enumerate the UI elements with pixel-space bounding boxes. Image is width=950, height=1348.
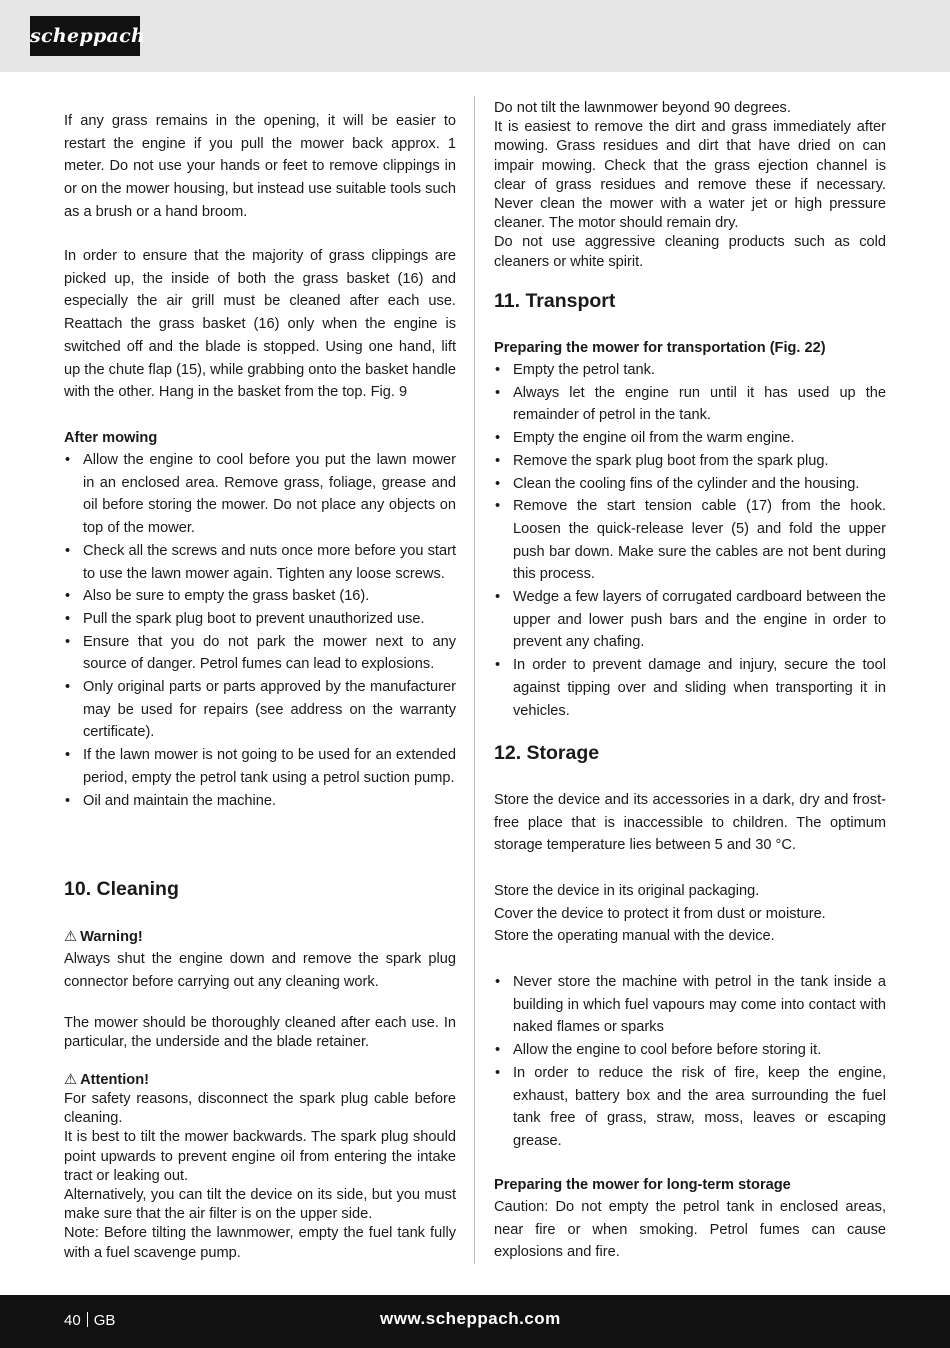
list-item: • In order to reduce the risk of fire, keep the engine, exhaust, battery box and the area surrounding the fuel tank free of grass, straw, moss, leaves or escaping grease. bbox=[494, 1062, 886, 1153]
storage-list bbox=[494, 971, 886, 1153]
list-item: • Never store the machine with petrol in the tank inside a building in which fuel vapours may come into contact with naked flames or sparks bbox=[494, 971, 886, 1039]
attention-block bbox=[64, 1090, 456, 1263]
section-title-storage: 12. Storage bbox=[494, 742, 600, 764]
list-item: • Empty the engine oil from the warm engine. bbox=[494, 427, 886, 450]
paragraph-storage-packaging: Store the device in its original packaging. bbox=[494, 883, 760, 899]
list-item: • Pull the spark plug boot to prevent unauthorized use. bbox=[64, 608, 456, 631]
warning-heading bbox=[64, 926, 143, 949]
warning-icon: ⚠ bbox=[64, 929, 78, 945]
warning-label: Warning! bbox=[80, 929, 143, 945]
attention-text: Alternatively, you can tilt the device on its side, but you must make sure that the air filter is on the upper side. bbox=[64, 1187, 456, 1223]
after-mowing-heading: After mowing bbox=[64, 430, 158, 446]
page-number: 40 bbox=[64, 1312, 81, 1329]
column-divider bbox=[474, 96, 475, 1264]
header-bar bbox=[0, 0, 950, 72]
list-item: • Check all the screws and nuts once more before you start to use the lawn mower again. Tighten any loose screws. bbox=[64, 540, 456, 585]
paragraph-storage-manual: Store the operating manual with the device. bbox=[494, 928, 775, 945]
list-item: • Also be sure to empty the grass basket (16). bbox=[64, 585, 456, 608]
storage-packaging-block bbox=[494, 880, 886, 948]
after-mowing-list bbox=[64, 449, 456, 812]
list-item: • Allow the engine to cool before you put the lawn mower in an enclosed area. Remove grass, foliage, grease and oil before storing the mower. Do not place any objects on top of the mower. bbox=[64, 449, 456, 540]
warning-text: Always shut the engine down and remove the spark plug connector before carrying out any cleaning work. bbox=[64, 951, 456, 990]
attention-label: Attention! bbox=[80, 1072, 149, 1088]
website-link[interactable]: www.scheppach.com bbox=[380, 1309, 561, 1328]
list-item: • Ensure that you do not park the mower next to any source of danger. Petrol fumes can lead to explosions. bbox=[64, 631, 456, 676]
transport-subheading: Preparing the mower for transportation (Fig. 22) bbox=[494, 340, 826, 356]
list-item: • Empty the petrol tank. bbox=[494, 359, 886, 382]
cleaning-continued-block bbox=[494, 99, 886, 272]
paragraph-storage-place: Store the device and its accessories in a dark, dry and frost-free place that is inaccessible to children. The optimum storage temperature lies between 5 and 30 °C. bbox=[494, 792, 886, 854]
list-item: • Allow the engine to cool before before storing it. bbox=[494, 1039, 886, 1062]
paragraph-remove-dirt: It is easiest to remove the dirt and grass immediately after mowing. Grass residues and dirt that have dried on can impair mowing. Check that the grass ejection channel is clear of grass residues and remove these if necessary. Never clean the mower with a water jet or high pressure cleaner. The motor should remain dry. bbox=[494, 119, 886, 232]
page-indicator bbox=[64, 1312, 115, 1329]
list-item: • Only original parts or parts approved by the manufacturer may be used for repairs (see address on the warranty certificate). bbox=[64, 676, 456, 744]
paragraph-cleaning-products: Do not use aggressive cleaning products such as cold cleaners or white spirit. bbox=[494, 234, 886, 270]
list-item: • Remove the spark plug boot from the spark plug. bbox=[494, 450, 886, 473]
footer-bar bbox=[0, 1295, 950, 1348]
longterm-storage-heading: Preparing the mower for long-term storage bbox=[494, 1177, 791, 1193]
paragraph-storage-cover: Cover the device to protect it from dust or moisture. bbox=[494, 905, 826, 922]
page-separator bbox=[87, 1312, 88, 1327]
list-item: • Oil and maintain the machine. bbox=[64, 790, 456, 813]
list-item: • Always let the engine run until it has used up the remainder of petrol in the tank. bbox=[494, 382, 886, 427]
language-code: GB bbox=[93, 1312, 116, 1329]
attention-text: It is best to tilt the mower backwards. The spark plug should point upwards to prevent engine oil from entering the intake tract or leaking out. bbox=[64, 1129, 456, 1184]
list-item: • Wedge a few layers of corrugated cardboard between the upper and lower push bars and the engine in order to prevent any chafing. bbox=[494, 586, 886, 654]
attention-icon: ⚠ bbox=[64, 1072, 78, 1088]
list-item: • Remove the start tension cable (17) from the hook. Loosen the quick-release lever (5) and fold the upper push bar down. Make sure the cables are not bent during this process. bbox=[494, 495, 886, 586]
attention-text: For safety reasons, disconnect the spark plug cable before cleaning. bbox=[64, 1091, 456, 1127]
paragraph-grass-basket: In order to ensure that the majority of grass clippings are picked up, the inside of both the grass basket (16) and especially the air grill must be cleaned after each use. Reattach the grass basket (16) only when the engine is switched off and the blade is stopped. Using one hand, lift up the chute flap (15), while grabbing onto the basket handle with the other. Hang in the basket from the top. Fig. 9 bbox=[64, 248, 456, 401]
section-title-transport: 11. Transport bbox=[494, 290, 616, 312]
scheppach-logo: scheppach bbox=[30, 16, 140, 56]
paragraph-tilt: Do not tilt the lawnmower beyond 90 degrees. bbox=[494, 100, 791, 116]
list-item: • In order to prevent damage and injury, secure the tool against tipping over and sliding when transporting it in vehicles. bbox=[494, 654, 886, 722]
list-item: • If the lawn mower is not going to be used for an extended period, empty the petrol tank using a petrol suction pump. bbox=[64, 744, 456, 789]
attention-text: Note: Before tilting the lawnmower, empty the fuel tank fully with a fuel scavenge pump. bbox=[64, 1225, 456, 1261]
paragraph-grass-opening: If any grass remains in the opening, it will be easier to restart the engine if you pull the mower back approx. 1 meter. Do not use your hands or feet to remove clippings in or on the mower housing, but instead use suitable tools such as a brush or a hand broom. bbox=[64, 113, 456, 220]
paragraph-thorough-cleaning: The mower should be thoroughly cleaned after each use. In particular, the underside and the blade retainer. bbox=[64, 1015, 456, 1051]
list-item: • Clean the cooling fins of the cylinder and the housing. bbox=[494, 473, 886, 496]
section-title-cleaning: 10. Cleaning bbox=[64, 878, 179, 900]
attention-heading bbox=[64, 1071, 149, 1090]
transport-list bbox=[494, 359, 886, 722]
longterm-storage-text: Caution: Do not empty the petrol tank in enclosed areas, near fire or when smoking. Petrol fumes can cause explosions and fire. bbox=[494, 1199, 886, 1261]
